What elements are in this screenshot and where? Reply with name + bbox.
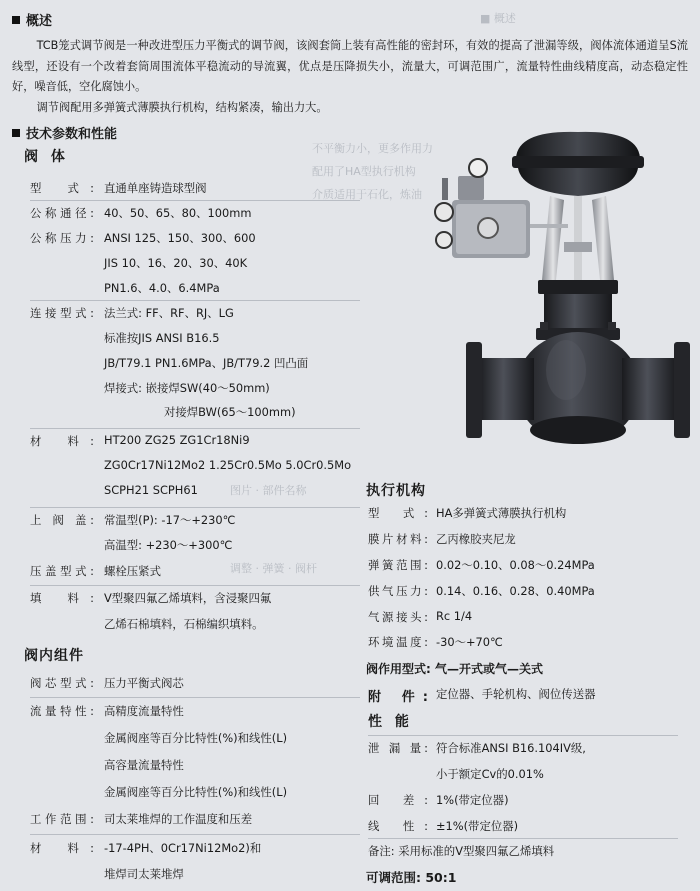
label: 压盖型式: (30, 564, 94, 578)
label: 公称通径: (30, 206, 94, 220)
value: JB/T79.1 PN1.6MPa、JB/T79.2 凹凸面 (104, 356, 309, 370)
value: 堆焊司太莱堆焊 (104, 867, 184, 881)
value: 司太莱堆焊的工作温度和压差 (104, 812, 253, 826)
value: -17-4PH、0Cr17Ni12Mo2)和 (104, 841, 262, 855)
value: Rc 1/4 (436, 609, 473, 623)
value: JIS 10、16、20、30、40K (104, 256, 248, 270)
label: 上 阀 盖: (30, 513, 94, 527)
label: 材 料: (30, 434, 94, 448)
performance-title: 性 能 (368, 714, 413, 730)
square-bullet-icon (12, 16, 20, 24)
overview-paragraph-2: 调节阀配用多弹簧式薄膜执行机构，结构紧凑，输出力大。 (36, 100, 328, 114)
value: -30～+70℃ (436, 635, 503, 649)
value: 1%(带定位器) (436, 793, 509, 807)
valve-body-title: 阀 体 (24, 149, 69, 165)
value: 常温型(P): -17～+230℃ (104, 513, 236, 527)
overview-text (12, 36, 688, 118)
value: 金属阀座等百分比特性(%)和线性(L) (104, 785, 288, 799)
value: 螺栓压紧式 (104, 564, 161, 578)
value: HA多弹簧式薄膜执行机构 (436, 506, 567, 520)
divider (30, 200, 360, 201)
label: 型 式: (368, 506, 428, 520)
value: ±1%(带定位器) (436, 819, 519, 833)
bleed-through-text: 调整 · 弹簧 · 阀杆 (230, 562, 317, 575)
divider (30, 300, 360, 301)
value: 标准按JIS ANSI B16.5 (104, 331, 220, 345)
label: 材 料: (30, 841, 94, 855)
square-bullet-icon (12, 129, 20, 137)
label: 线 性: (368, 819, 428, 833)
label: 连接型式: (30, 306, 94, 320)
label: 工作范围: (30, 812, 94, 826)
value: SCPH21 SCPH61 (104, 483, 198, 497)
label: 阀芯型式: (30, 676, 94, 690)
value: 法兰式: FF、RF、RJ、LG (104, 306, 234, 320)
overview-paragraph-1: TCB笼式调节阀是一种改进型压力平衡式的调节阀，该阀套筒上装有高性能的密封环，有效的提高了泄漏等级，阀体流体通道呈S流线型，还设有一个改着套筒周围流体平稳流动的导流翼，优点是压降损失小，流量大，可调范围广，流量特性曲线精度高，动态稳定性好，噪音低，空化腐蚀小。 (12, 39, 688, 93)
overview-heading: 概述 (12, 10, 52, 29)
divider (30, 585, 360, 586)
value: 金属阀座等百分比特性(%)和线性(L) (104, 731, 288, 745)
label: 流量特性: (30, 704, 94, 718)
value: 定位器、手轮机构、阀位传送器 (436, 687, 596, 701)
label: 泄 漏 量: (368, 741, 428, 755)
divider (30, 697, 360, 698)
value: 乙烯石棉填料，石棉编织填料。 (104, 617, 264, 631)
bleed-through-text: 配用了HA型执行机构 (312, 165, 416, 178)
value: 高精度流量特性 (104, 704, 184, 718)
value: 对接焊BW(65～100mm) (164, 405, 296, 419)
value: 高容量流量特性 (104, 758, 184, 772)
divider (30, 507, 360, 508)
label: 填 料: (30, 591, 94, 605)
valve-photo (418, 130, 690, 460)
label: 公称压力: (30, 231, 94, 245)
bleed-through-text: ■ 概述 (480, 12, 516, 25)
divider (30, 834, 360, 835)
value: 压力平衡式阀芯 (104, 676, 184, 690)
divider (30, 428, 360, 429)
label: 环境温度: (368, 635, 428, 649)
value: 高温型: +230～+300℃ (104, 538, 233, 552)
value: 符合标准ANSI B16.104IV级, (436, 741, 586, 755)
value: 焊接式: 嵌接焊SW(40～50mm) (104, 381, 270, 395)
value: ANSI 125、150、300、600 (104, 231, 256, 245)
label: 附 件: (368, 690, 428, 705)
specs-heading: 技术参数和性能 (12, 123, 117, 142)
value: HT200 ZG25 ZG1Cr18Ni9 (104, 433, 250, 447)
value: 0.02～0.10、0.08～0.24MPa (436, 558, 595, 572)
note-row: 备注: 采用标准的V型聚四氟乙烯填料 (368, 844, 555, 858)
value: V型聚四氟乙烯填料，含浸聚四氟 (104, 591, 272, 605)
label: 回 差: (368, 793, 428, 807)
label: 供气压力: (368, 584, 428, 598)
label: 气源接头: (368, 610, 428, 624)
label: 膜片材料: (368, 532, 428, 546)
value: 40、50、65、80、100mm (104, 206, 252, 220)
trim-title: 阀内组件 (24, 648, 84, 664)
label: 型 式: (30, 181, 94, 195)
bleed-through-text: 介质适用于石化，炼油 (312, 188, 422, 201)
label: 弹簧范围: (368, 558, 428, 572)
action-mode-row: 阀作用型式: 气—开式或气—关式 (366, 662, 543, 676)
divider (368, 735, 678, 736)
bleed-through-text: 图片 · 部件名称 (230, 484, 307, 497)
bleed-through-text: 不平衡力小，更多作用力 (312, 142, 433, 155)
value: 乙丙橡胶夹尼龙 (436, 532, 516, 546)
rangeability-row: 可调范围: 50:1 (366, 870, 457, 885)
value: 0.14、0.16、0.28、0.40MPa (436, 584, 595, 598)
value: 小于额定Cv的0.01% (436, 767, 544, 781)
value: ZG0Cr17Ni12Mo2 1.25Cr0.5Mo 5.0Cr0.5Mo (104, 458, 352, 472)
value: 直通单座铸造球型阀 (104, 181, 207, 195)
value: PN1.6、4.0、6.4MPa (104, 281, 220, 295)
actuator-title: 执行机构 (366, 483, 426, 499)
divider (368, 838, 678, 839)
